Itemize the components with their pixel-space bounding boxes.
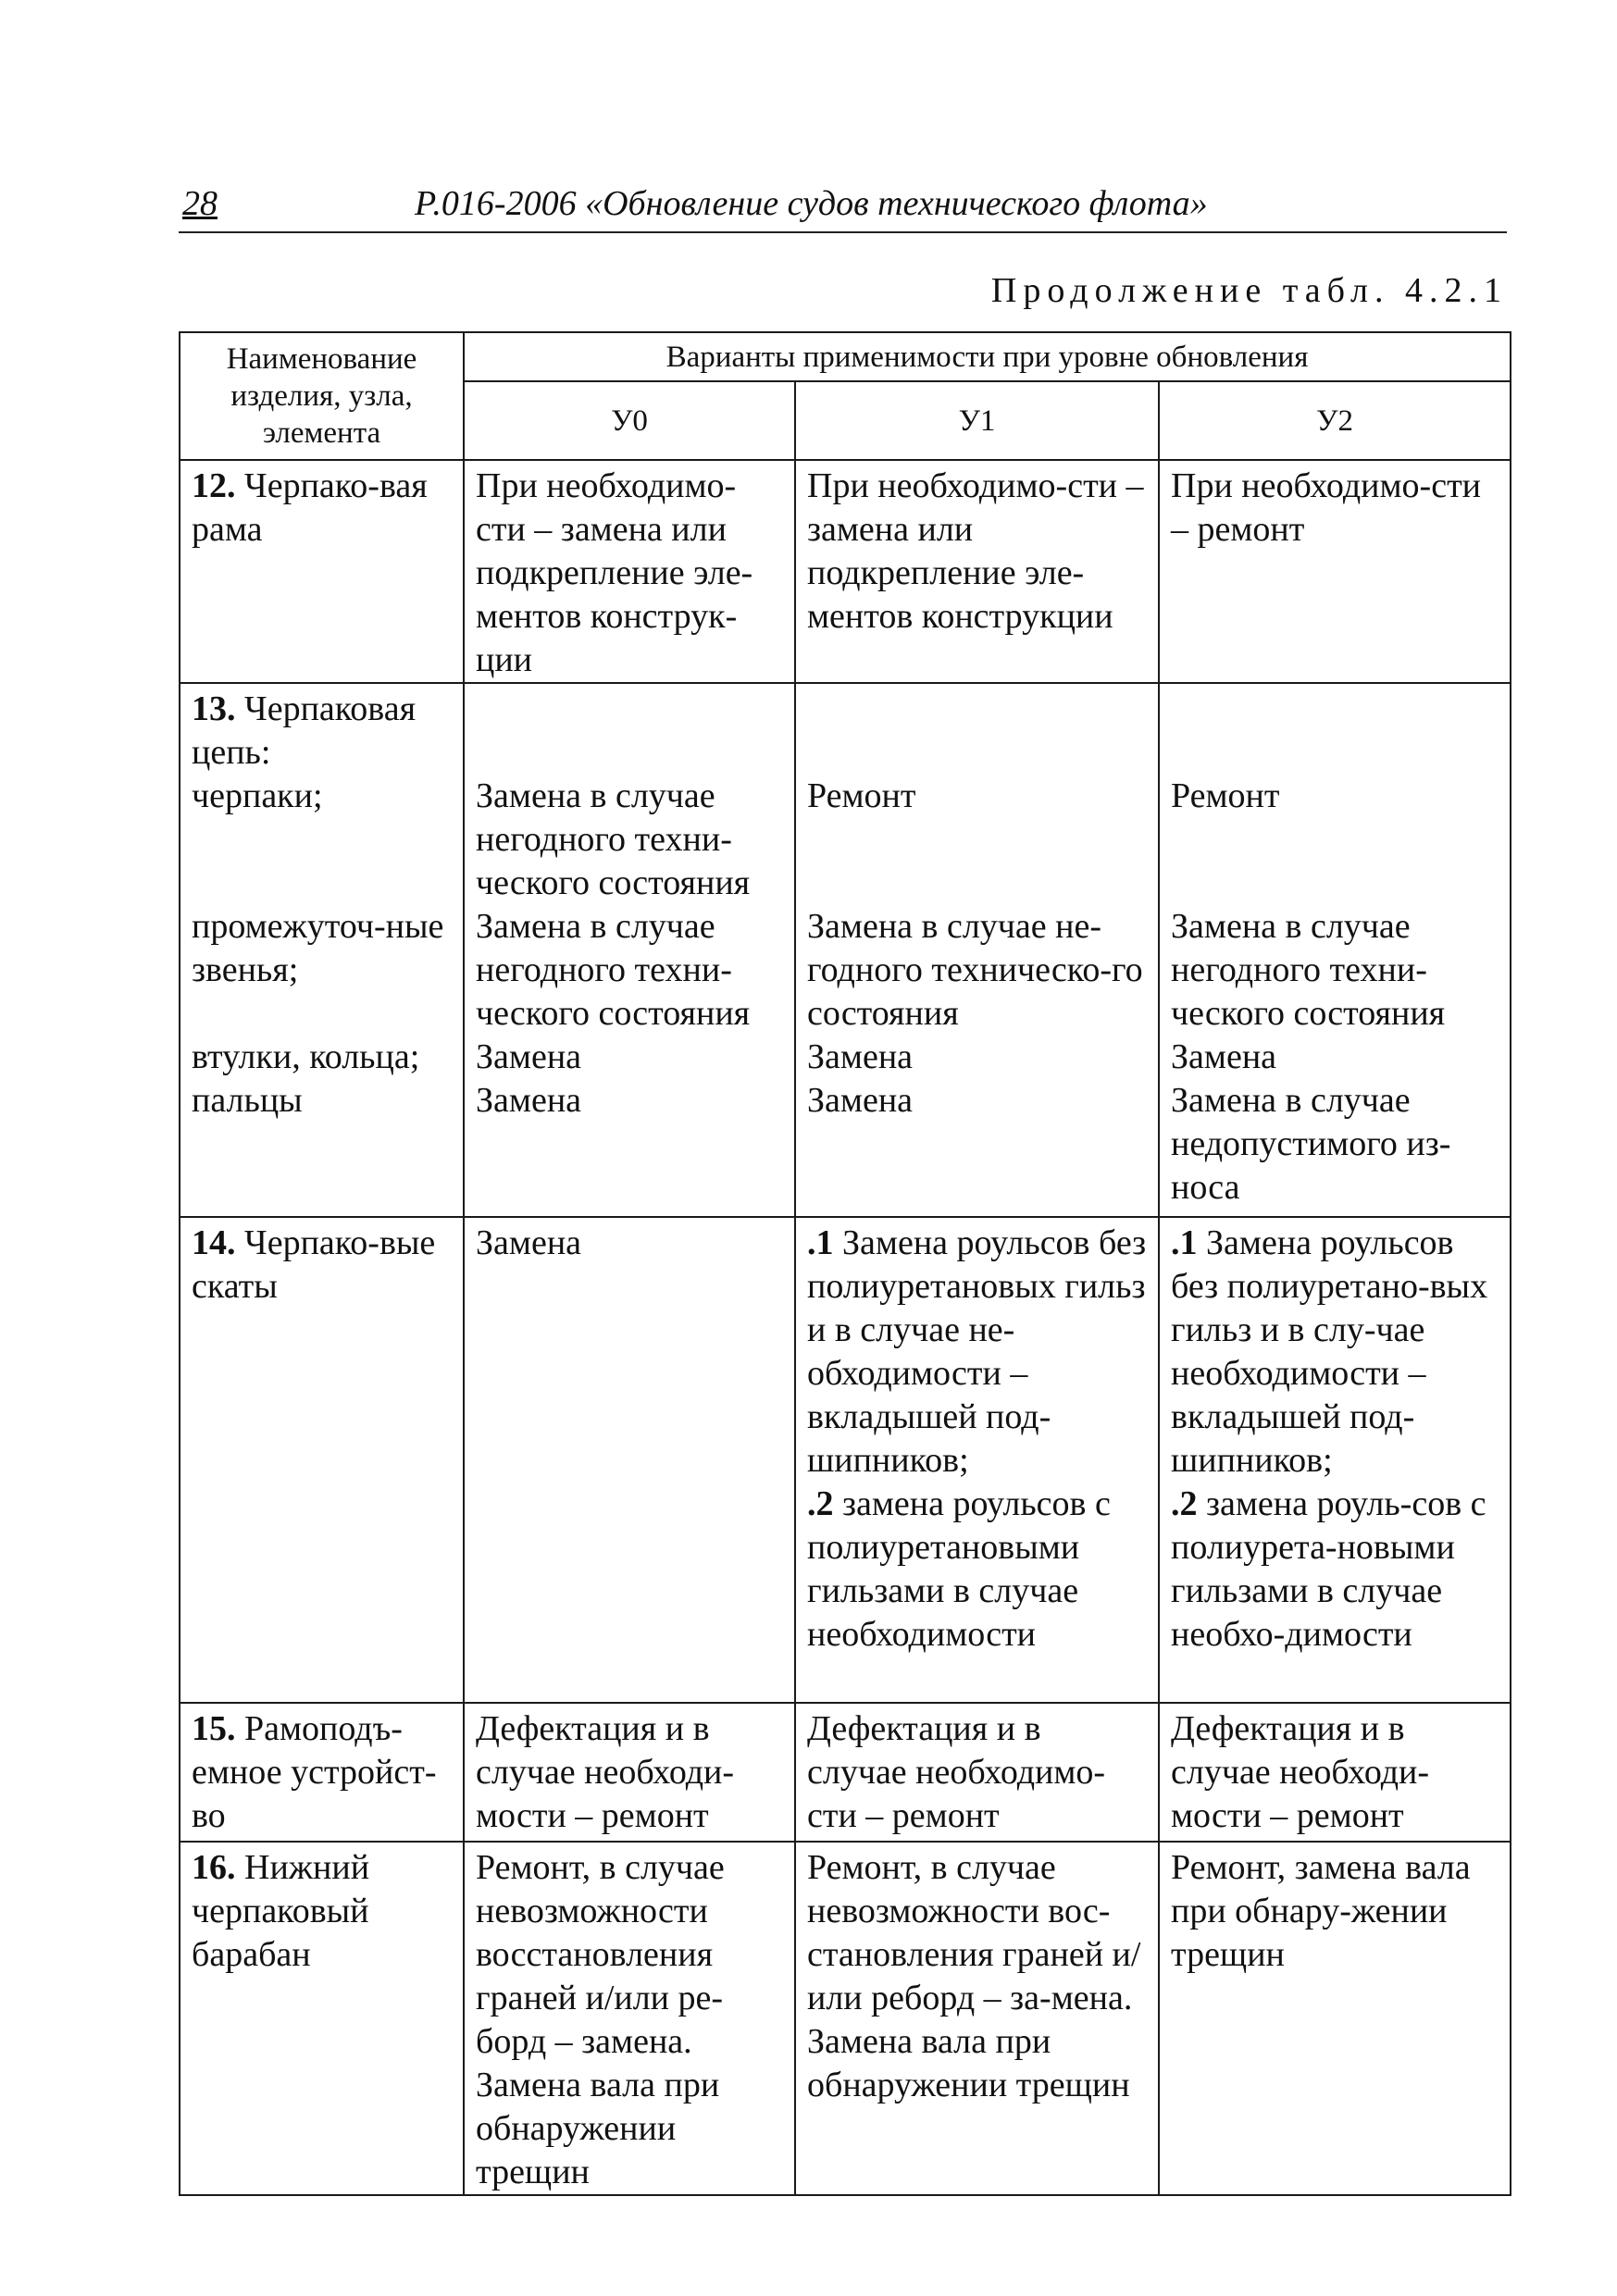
row-name-cell (180, 1703, 464, 1842)
sub-item (192, 1079, 454, 1123)
sub-item-name: промежуточ-ные звенья; (192, 907, 444, 989)
sub-cell: Замена (476, 1037, 582, 1076)
sub-item-name: черпаки; (192, 776, 323, 815)
row-number: 13. (192, 689, 236, 728)
sub-item-name: втулки, кольца; (192, 1037, 420, 1076)
cell-u2: Ремонт, замена вала при обнару-жении трещин (1159, 1842, 1511, 2195)
cell-u1 (795, 683, 1159, 1217)
clause-number: .1 (1171, 1223, 1198, 1262)
cell-u2: При необходимо-сти – ремонт (1159, 460, 1511, 683)
row-name: Черпако-вая рама (192, 466, 428, 549)
sub-clause (1171, 1222, 1500, 1483)
clause-number: .2 (1171, 1484, 1198, 1523)
table-row (180, 1703, 1511, 1842)
sub-cell: Замена в случае негодного техни-ческого состояния (476, 776, 751, 902)
table-row (180, 460, 1511, 683)
cell-u0: Ремонт, в случае невозможности восстановления граней и/или ре-борд – замена. Замена вала при обнаружении трещин (464, 1842, 795, 2195)
col-header-u1: У1 (795, 381, 1159, 460)
clause-text: Замена роульсов без полиуретановых гильз и в случае не-обходимости – вкладышей под-шипников; (807, 1223, 1147, 1480)
cell-u0 (464, 683, 795, 1217)
clause-text: замена роуль-сов с полиурета-новыми гильзами в случае необхо-димости (1171, 1484, 1486, 1654)
document-title: Р.016-2006 «Обновление судов технического флота» (415, 184, 1208, 223)
sub-item (192, 905, 454, 1036)
row-number: 16. (192, 1848, 236, 1887)
cell-u2 (1159, 1217, 1511, 1703)
row-number: 14. (192, 1223, 236, 1262)
row-name: Нижний черпаковый барабан (192, 1848, 370, 1974)
cell-u1: Дефектация и в случае необходимо-сти – ремонт (795, 1703, 1159, 1842)
cell-u0: Замена (464, 1217, 795, 1703)
sub-cell: Замена (807, 1081, 914, 1120)
cell-u2: Дефектация и в случае необходи-мости – ремонт (1159, 1703, 1511, 1842)
clause-number: .1 (807, 1223, 834, 1262)
sub-cell: Замена в случае негодного техни-ческого состояния (1171, 907, 1446, 1033)
col-header-u0: У0 (464, 381, 795, 460)
sub-clause (1171, 1483, 1500, 1657)
running-header (179, 183, 1507, 233)
col-header-name: Наименование изделия, узла, элемента (180, 332, 464, 460)
sub-cell: Замена (807, 1037, 914, 1076)
sub-item (192, 1036, 454, 1079)
clause-number: .2 (807, 1484, 834, 1523)
sub-cell: Замена (476, 1081, 582, 1120)
cell-u1: При необходимо-сти – замена или подкрепление эле-ментов конструкции (795, 460, 1159, 683)
sub-item-name: пальцы (192, 1081, 303, 1120)
sub-cell: Замена (1171, 1037, 1277, 1076)
table-row (180, 1217, 1511, 1703)
sub-item (192, 775, 454, 905)
row-number: 15. (192, 1709, 236, 1748)
sub-cell: Замена в случае не-годного техническо-го состояния (807, 907, 1143, 1033)
table-continuation-caption: Продолжение табл. 4.2.1 (990, 271, 1508, 310)
table-row (180, 1842, 1511, 2195)
row-name-cell (180, 460, 464, 683)
row-number: 12. (192, 466, 236, 505)
sub-clause (807, 1483, 1149, 1657)
sub-clause (807, 1222, 1149, 1483)
row-name-cell (180, 1217, 464, 1703)
sub-cell: Ремонт (807, 776, 916, 815)
page-number: 28 (182, 184, 218, 223)
sub-cell: Замена в случае негодного техни-ческого состояния (476, 907, 751, 1033)
col-header-u2: У2 (1159, 381, 1511, 460)
table-row (180, 683, 1511, 1217)
sub-cell: Ремонт (1171, 776, 1280, 815)
cell-u2 (1159, 683, 1511, 1217)
row-name: Черпаковая цепь: (192, 689, 417, 772)
cell-u0: При необходимо-сти – замена или подкрепление эле-ментов конструк-ции (464, 460, 795, 683)
row-name: Рамоподъ-емное устройст-во (192, 1709, 437, 1835)
col-header-variants: Варианты применимости при уровне обновления (464, 332, 1511, 381)
clause-text: Замена роульсов без полиуретано-вых гильз и в слу-чае необходимости – вкладышей под-шипников; (1171, 1223, 1488, 1480)
cell-u1: Ремонт, в случае невозможности вос-становления граней и/или реборд – за-мена. Замена вала при обнаружении трещин (795, 1842, 1159, 2195)
cell-u0: Дефектация и в случае необходи-мости – ремонт (464, 1703, 795, 1842)
cell-u1 (795, 1217, 1159, 1703)
clause-text: замена роульсов с полиуретановыми гильзами в случае необходимости (807, 1484, 1111, 1654)
row-name-cell (180, 683, 464, 1217)
renovation-table (179, 331, 1511, 2196)
row-name: Черпако-вые скаты (192, 1223, 436, 1306)
sub-cell: Замена в случае недопустимого из-носа (1171, 1081, 1451, 1207)
row-name-cell (180, 1842, 464, 2195)
